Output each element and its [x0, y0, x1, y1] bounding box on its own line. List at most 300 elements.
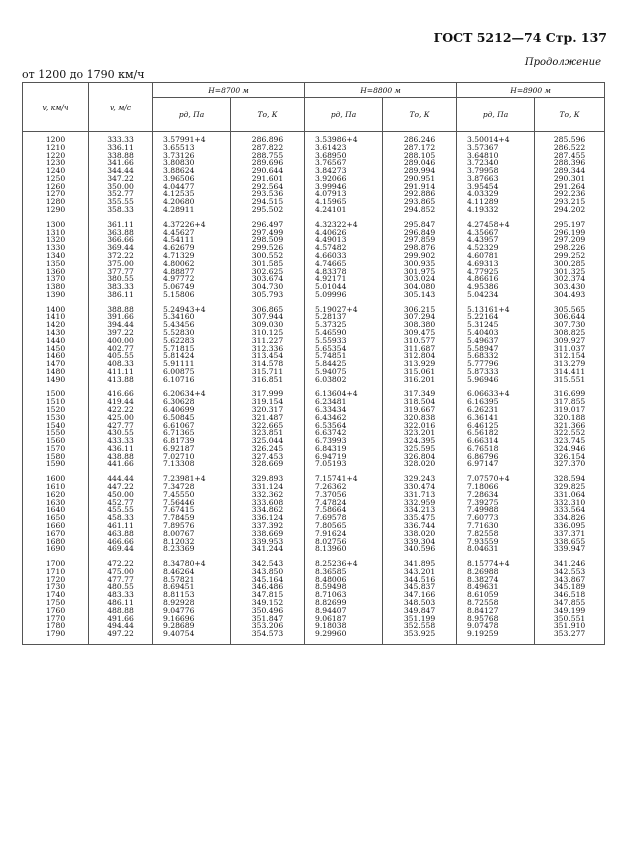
cell-temp-8700: 347.815	[231, 591, 305, 599]
cell-speed-kmh: 1210	[23, 144, 89, 152]
cell-pressure-8800: 4.07913	[305, 190, 383, 198]
cell-pressure-8900: 3.57367	[457, 144, 535, 152]
cell-pressure-8700: 4.97772	[153, 275, 231, 283]
cell-speed-kmh: 1560	[23, 437, 89, 445]
cell-speed-kmh: 1730	[23, 583, 89, 591]
cell-speed-kmh: 1490	[23, 376, 89, 384]
cell-temp-8700: 287.822	[231, 144, 305, 152]
cell-pressure-8800: 6.33434	[305, 406, 383, 414]
cell-speed-kmh: 1420	[23, 321, 89, 329]
cell-temp-8800: 300.935	[383, 260, 457, 268]
cell-temp-8700: 305.793	[231, 291, 305, 299]
cell-pressure-8800: 9.29960	[305, 630, 383, 645]
cell-pressure-8700: 8.34780+4	[153, 560, 231, 568]
cell-temp-8900: 311.037	[535, 345, 605, 353]
cell-pressure-8900: 5.04234	[457, 291, 535, 299]
cell-pressure-8900: 7.93559	[457, 538, 535, 546]
cell-pressure-8800: 4.40626	[305, 229, 383, 237]
cell-speed-kmh: 1320	[23, 236, 89, 244]
cell-pressure-8800: 5.65354	[305, 345, 383, 353]
cell-speed-ms: 405.55	[89, 352, 153, 360]
cell-pressure-8900: 6.66314	[457, 437, 535, 445]
cell-speed-kmh: 1460	[23, 352, 89, 360]
cell-pressure-8700: 8.12032	[153, 538, 231, 546]
cell-speed-ms: 433.33	[89, 437, 153, 445]
cell-speed-ms: 425.00	[89, 414, 153, 422]
cell-temp-8800: 341.895	[383, 560, 457, 568]
cell-speed-kmh: 1480	[23, 368, 89, 376]
cell-temp-8800: 319.667	[383, 406, 457, 414]
col-pressure-8900: pд, Па	[457, 98, 535, 132]
cell-speed-ms: 497.22	[89, 630, 153, 645]
cell-pressure-8900: 8.26988	[457, 568, 535, 576]
cell-temp-8700: 317.999	[231, 390, 305, 398]
cell-temp-8900: 298.226	[535, 244, 605, 252]
cell-pressure-8800: 7.26362	[305, 483, 383, 491]
cell-temp-8800: 353.925	[383, 630, 457, 645]
cell-pressure-8800: 6.53564	[305, 422, 383, 430]
cell-speed-ms: 444.44	[89, 475, 153, 483]
cell-speed-ms: 452.77	[89, 499, 153, 507]
cell-speed-kmh: 1280	[23, 198, 89, 206]
cell-temp-8700: 336.124	[231, 514, 305, 522]
cell-speed-ms: 475.00	[89, 568, 153, 576]
cell-temp-8900: 308.825	[535, 329, 605, 337]
cell-temp-8700: 354.573	[231, 630, 305, 645]
cell-temp-8700: 307.944	[231, 313, 305, 321]
cell-pressure-8900: 6.97147	[457, 460, 535, 468]
cell-pressure-8900: 5.68332	[457, 352, 535, 360]
cell-pressure-8700: 5.06749	[153, 283, 231, 291]
speed-range-label: от 1200 до 1790 км/ч	[22, 68, 145, 81]
table-body	[23, 132, 605, 645]
cell-speed-kmh: 1410	[23, 313, 89, 321]
cell-temp-8900: 301.325	[535, 268, 605, 276]
cell-pressure-8800: 9.18038	[305, 622, 383, 630]
cell-pressure-8800: 3.76567	[305, 159, 383, 167]
cell-temp-8900: 316.699	[535, 390, 605, 398]
cell-speed-kmh: 1270	[23, 190, 89, 198]
cell-temp-8700: 295.502	[231, 206, 305, 214]
cell-speed-ms: 466.66	[89, 538, 153, 546]
cell-pressure-8800: 8.71063	[305, 591, 383, 599]
cell-speed-kmh: 1200	[23, 132, 89, 144]
cell-temp-8900: 285.596	[535, 132, 605, 144]
cell-pressure-8700: 4.80062	[153, 260, 231, 268]
cell-speed-kmh: 1690	[23, 545, 89, 553]
cell-speed-kmh: 1330	[23, 244, 89, 252]
cell-pressure-8700: 5.71815	[153, 345, 231, 353]
cell-speed-kmh: 1250	[23, 175, 89, 183]
cell-temp-8900: 297.209	[535, 236, 605, 244]
cell-temp-8800: 324.395	[383, 437, 457, 445]
cell-speed-ms: 413.88	[89, 376, 153, 384]
cell-speed-ms: 375.00	[89, 260, 153, 268]
cell-pressure-8900: 3.50014+4	[457, 132, 535, 144]
cell-temp-8900: 333.564	[535, 506, 605, 514]
cell-pressure-8900: 4.27458+4	[457, 221, 535, 229]
cell-temp-8900: 288.396	[535, 159, 605, 167]
cell-speed-ms: 355.55	[89, 198, 153, 206]
cell-pressure-8700: 9.40754	[153, 630, 231, 645]
cell-pressure-8800: 5.74851	[305, 352, 383, 360]
cell-speed-kmh: 1370	[23, 275, 89, 283]
cell-speed-ms: 422.22	[89, 406, 153, 414]
cell-temp-8900: 290.301	[535, 175, 605, 183]
cell-pressure-8800: 5.55933	[305, 337, 383, 345]
atmosphere-table	[22, 82, 605, 645]
cell-temp-8900: 312.154	[535, 352, 605, 360]
cell-temp-8900: 342.553	[535, 568, 605, 576]
cell-temp-8700: 332.362	[231, 491, 305, 499]
cell-pressure-8800: 7.15741+4	[305, 475, 383, 483]
cell-speed-ms: 477.77	[89, 576, 153, 584]
cell-speed-kmh: 1710	[23, 568, 89, 576]
cell-speed-ms: 361.11	[89, 221, 153, 229]
cell-temp-8700: 302.625	[231, 268, 305, 276]
cell-pressure-8700: 3.96506	[153, 175, 231, 183]
cell-pressure-8900: 3.95454	[457, 183, 535, 191]
cell-pressure-8900: 5.40403	[457, 329, 535, 337]
cell-pressure-8700: 3.80830	[153, 159, 231, 167]
col-temp-8700: Tо, К	[231, 98, 305, 132]
cell-temp-8800: 289.046	[383, 159, 457, 167]
table-row	[23, 545, 605, 553]
cell-temp-8800: 323.201	[383, 429, 457, 437]
cell-temp-8900: 291.264	[535, 183, 605, 191]
cell-temp-8800: 298.876	[383, 244, 457, 252]
cell-temp-8900: 292.236	[535, 190, 605, 198]
cell-temp-8700: 322.665	[231, 422, 305, 430]
cell-speed-kmh: 1620	[23, 491, 89, 499]
cell-speed-kmh: 1660	[23, 522, 89, 530]
cell-pressure-8800: 7.37056	[305, 491, 383, 499]
cell-speed-kmh: 1680	[23, 538, 89, 546]
cell-pressure-8700: 6.61067	[153, 422, 231, 430]
cell-speed-ms: 461.11	[89, 522, 153, 530]
cell-pressure-8900: 3.79958	[457, 167, 535, 175]
cell-temp-8800: 340.596	[383, 545, 457, 553]
cell-pressure-8700: 9.28689	[153, 622, 231, 630]
cell-temp-8700: 297.499	[231, 229, 305, 237]
cell-speed-ms: 455.55	[89, 506, 153, 514]
cell-temp-8700: 292.564	[231, 183, 305, 191]
cell-pressure-8900: 5.58947	[457, 345, 535, 353]
cell-temp-8900: 329.825	[535, 483, 605, 491]
cell-speed-ms: 491.66	[89, 615, 153, 623]
cell-pressure-8900: 6.46125	[457, 422, 535, 430]
cell-temp-8800: 318.504	[383, 398, 457, 406]
cell-temp-8700: 290.644	[231, 167, 305, 175]
cell-pressure-8800: 8.36585	[305, 568, 383, 576]
cell-temp-8900: 303.430	[535, 283, 605, 291]
cell-speed-kmh: 1430	[23, 329, 89, 337]
cell-speed-kmh: 1400	[23, 306, 89, 314]
cell-pressure-8700: 8.00767	[153, 530, 231, 538]
cell-temp-8900: 339.947	[535, 545, 605, 553]
cell-temp-8900: 313.279	[535, 360, 605, 368]
cell-pressure-8800: 4.57482	[305, 244, 383, 252]
cell-speed-ms: 458.33	[89, 514, 153, 522]
cell-temp-8700: 320.317	[231, 406, 305, 414]
cell-speed-kmh: 1380	[23, 283, 89, 291]
cell-temp-8900: 293.215	[535, 198, 605, 206]
col-pressure-8700: pд, Па	[153, 98, 231, 132]
cell-temp-8900: 320.188	[535, 414, 605, 422]
cell-temp-8700: 291.601	[231, 175, 305, 183]
cell-speed-kmh: 1750	[23, 599, 89, 607]
cell-temp-8900: 337.371	[535, 530, 605, 538]
cell-temp-8700: 316.851	[231, 376, 305, 384]
cell-speed-kmh: 1740	[23, 591, 89, 599]
cell-pressure-8900: 6.36141	[457, 414, 535, 422]
cell-temp-8800: 345.837	[383, 583, 457, 591]
cell-pressure-8700: 5.81424	[153, 352, 231, 360]
cell-pressure-8800: 6.84319	[305, 445, 383, 453]
cell-speed-ms: 347.22	[89, 175, 153, 183]
cell-temp-8800: 329.243	[383, 475, 457, 483]
cell-speed-ms: 441.66	[89, 460, 153, 468]
cell-temp-8700: 299.526	[231, 244, 305, 252]
cell-temp-8700: 309.030	[231, 321, 305, 329]
cell-pressure-8800: 7.58664	[305, 506, 383, 514]
cell-temp-8700: 301.585	[231, 260, 305, 268]
cell-speed-ms: 391.66	[89, 313, 153, 321]
cell-pressure-8800: 8.82699	[305, 599, 383, 607]
cell-pressure-8900: 7.07570+4	[457, 475, 535, 483]
cell-pressure-8800: 7.80565	[305, 522, 383, 530]
cell-pressure-8800: 3.84273	[305, 167, 383, 175]
cell-pressure-8800: 6.73993	[305, 437, 383, 445]
cell-temp-8800: 291.914	[383, 183, 457, 191]
cell-temp-8700: 346.486	[231, 583, 305, 591]
cell-speed-kmh: 1240	[23, 167, 89, 175]
cell-speed-ms: 450.00	[89, 491, 153, 499]
cell-temp-8900: 345.189	[535, 583, 605, 591]
cell-speed-kmh: 1630	[23, 499, 89, 507]
cell-pressure-8700: 7.89576	[153, 522, 231, 530]
cell-speed-kmh: 1470	[23, 360, 89, 368]
col-speed-kmh: v, км/ч	[23, 83, 89, 132]
cell-pressure-8800: 9.06187	[305, 615, 383, 623]
cell-pressure-8900: 4.95386	[457, 283, 535, 291]
cell-pressure-8900: 6.06633+4	[457, 390, 535, 398]
cell-speed-ms: 386.11	[89, 291, 153, 299]
cell-temp-8900: 323.745	[535, 437, 605, 445]
cell-temp-8800: 301.975	[383, 268, 457, 276]
cell-temp-8800: 336.744	[383, 522, 457, 530]
cell-speed-ms: 394.44	[89, 321, 153, 329]
cell-speed-kmh: 1500	[23, 390, 89, 398]
cell-temp-8800: 315.061	[383, 368, 457, 376]
cell-pressure-8700: 7.34728	[153, 483, 231, 491]
cell-temp-8800: 304.080	[383, 283, 457, 291]
cell-pressure-8900: 7.71630	[457, 522, 535, 530]
cell-temp-8900: 295.197	[535, 221, 605, 229]
cell-speed-ms: 416.66	[89, 390, 153, 398]
cell-temp-8700: 333.608	[231, 499, 305, 507]
col-group-8800: H=8800 м	[305, 83, 457, 98]
cell-pressure-8700: 5.15806	[153, 291, 231, 299]
cell-temp-8700: 314.578	[231, 360, 305, 368]
cell-pressure-8800: 6.63742	[305, 429, 383, 437]
cell-pressure-8800: 5.28137	[305, 313, 383, 321]
cell-speed-kmh: 1310	[23, 229, 89, 237]
cell-temp-8700: 303.674	[231, 275, 305, 283]
cell-speed-kmh: 1340	[23, 252, 89, 260]
cell-speed-ms: 397.22	[89, 329, 153, 337]
cell-speed-ms: 366.66	[89, 236, 153, 244]
cell-speed-kmh: 1770	[23, 615, 89, 623]
cell-pressure-8700: 4.45627	[153, 229, 231, 237]
cell-pressure-8900: 3.72340	[457, 159, 535, 167]
cell-temp-8900: 322.552	[535, 429, 605, 437]
cell-temp-8800: 305.143	[383, 291, 457, 299]
cell-pressure-8800: 3.68950	[305, 152, 383, 160]
cell-pressure-8800: 3.99946	[305, 183, 383, 191]
cell-temp-8900: 319.017	[535, 406, 605, 414]
cell-speed-kmh: 1220	[23, 152, 89, 160]
cell-pressure-8700: 7.78459	[153, 514, 231, 522]
table-row	[23, 460, 605, 468]
cell-temp-8700: 286.896	[231, 132, 305, 144]
cell-pressure-8700: 8.92928	[153, 599, 231, 607]
cell-pressure-8900: 5.87333	[457, 368, 535, 376]
cell-pressure-8900: 8.38274	[457, 576, 535, 584]
cell-temp-8800: 349.847	[383, 607, 457, 615]
cell-temp-8700: 323.851	[231, 429, 305, 437]
cell-speed-kmh: 1780	[23, 622, 89, 630]
cell-temp-8900: 314.411	[535, 368, 605, 376]
cell-temp-8800: 334.213	[383, 506, 457, 514]
cell-speed-kmh: 1360	[23, 268, 89, 276]
cell-pressure-8900: 6.86796	[457, 453, 535, 461]
cell-temp-8800: 303.024	[383, 275, 457, 283]
cell-temp-8700: 329.893	[231, 475, 305, 483]
cell-speed-kmh: 1720	[23, 576, 89, 584]
cell-speed-ms: 372.22	[89, 252, 153, 260]
cell-speed-ms: 463.88	[89, 530, 153, 538]
cell-speed-ms: 469.44	[89, 545, 153, 553]
cell-temp-8700: 293.536	[231, 190, 305, 198]
cell-pressure-8800: 5.84425	[305, 360, 383, 368]
cell-pressure-8700: 3.57991+4	[153, 132, 231, 144]
cell-pressure-8900: 8.15774+4	[457, 560, 535, 568]
cell-pressure-8800: 6.03802	[305, 376, 383, 384]
cell-pressure-8700: 7.45550	[153, 491, 231, 499]
cell-pressure-8900: 5.77796	[457, 360, 535, 368]
cell-pressure-8800: 4.49013	[305, 236, 383, 244]
cell-temp-8700: 306.865	[231, 306, 305, 314]
cell-pressure-8900: 8.95768	[457, 615, 535, 623]
cell-speed-kmh: 1350	[23, 260, 89, 268]
cell-pressure-8700: 9.04776	[153, 607, 231, 615]
cell-temp-8900: 334.826	[535, 514, 605, 522]
cell-temp-8800: 308.380	[383, 321, 457, 329]
cell-temp-8800: 328.020	[383, 460, 457, 468]
cell-pressure-8900: 5.31245	[457, 321, 535, 329]
col-group-8900: H=8900 м	[457, 83, 605, 98]
cell-pressure-8700: 7.23981+4	[153, 475, 231, 483]
cell-temp-8800: 326.804	[383, 453, 457, 461]
cell-speed-ms: 411.11	[89, 368, 153, 376]
cell-pressure-8800: 4.92171	[305, 275, 383, 283]
cell-temp-8800: 293.865	[383, 198, 457, 206]
cell-speed-kmh: 1530	[23, 414, 89, 422]
cell-temp-8900: 309.927	[535, 337, 605, 345]
cell-temp-8800: 310.577	[383, 337, 457, 345]
cell-temp-8900: 332.310	[535, 499, 605, 507]
cell-pressure-8900: 8.61059	[457, 591, 535, 599]
cell-temp-8800: 322.016	[383, 422, 457, 430]
cell-speed-ms: 369.44	[89, 244, 153, 252]
table-row	[23, 376, 605, 384]
cell-speed-ms: 480.55	[89, 583, 153, 591]
cell-temp-8900: 302.374	[535, 275, 605, 283]
cell-temp-8900: 315.551	[535, 376, 605, 384]
cell-temp-8800: 348.503	[383, 599, 457, 607]
cell-speed-ms: 486.11	[89, 599, 153, 607]
cell-temp-8900: 300.285	[535, 260, 605, 268]
cell-pressure-8900: 4.11289	[457, 198, 535, 206]
cell-speed-kmh: 1450	[23, 345, 89, 353]
cell-speed-kmh: 1610	[23, 483, 89, 491]
cell-temp-8800: 344.516	[383, 576, 457, 584]
cell-speed-ms: 436.11	[89, 445, 153, 453]
cell-temp-8700: 288.755	[231, 152, 305, 160]
cell-temp-8800: 294.852	[383, 206, 457, 214]
cell-speed-kmh: 1510	[23, 398, 89, 406]
cell-pressure-8800: 6.23481	[305, 398, 383, 406]
cell-speed-ms: 341.66	[89, 159, 153, 167]
cell-pressure-8700: 7.56446	[153, 499, 231, 507]
cell-temp-8800: 351.199	[383, 615, 457, 623]
cell-pressure-8700: 6.81739	[153, 437, 231, 445]
cell-pressure-8700: 6.00875	[153, 368, 231, 376]
table-row	[23, 291, 605, 299]
cell-pressure-8900: 6.26231	[457, 406, 535, 414]
cell-pressure-8800: 8.02756	[305, 538, 383, 546]
cell-temp-8900: 304.493	[535, 291, 605, 299]
cell-temp-8900: 338.655	[535, 538, 605, 546]
cell-temp-8700: 311.227	[231, 337, 305, 345]
cell-pressure-8700: 8.57821	[153, 576, 231, 584]
cell-pressure-8700: 7.13308	[153, 460, 231, 468]
cell-pressure-8700: 5.43456	[153, 321, 231, 329]
cell-pressure-8800: 7.47824	[305, 499, 383, 507]
cell-pressure-8700: 8.23369	[153, 545, 231, 553]
cell-temp-8800: 335.475	[383, 514, 457, 522]
cell-temp-8700: 298.509	[231, 236, 305, 244]
cell-speed-kmh: 1700	[23, 560, 89, 568]
cell-temp-8700: 341.244	[231, 545, 305, 553]
cell-temp-8800: 290.951	[383, 175, 457, 183]
cell-temp-8700: 294.515	[231, 198, 305, 206]
cell-temp-8700: 334.862	[231, 506, 305, 514]
cell-pressure-8700: 4.54111	[153, 236, 231, 244]
cell-speed-kmh: 1550	[23, 429, 89, 437]
cell-speed-ms: 338.88	[89, 152, 153, 160]
cell-pressure-8800: 3.92066	[305, 175, 383, 183]
page-header: ГОСТ 5212—74 Стр. 137	[433, 30, 607, 45]
cell-pressure-8700: 4.62679	[153, 244, 231, 252]
cell-temp-8800: 288.105	[383, 152, 457, 160]
cell-pressure-8900: 7.82558	[457, 530, 535, 538]
cell-temp-8800: 297.859	[383, 236, 457, 244]
cell-speed-kmh: 1520	[23, 406, 89, 414]
cell-pressure-8900: 4.77925	[457, 268, 535, 276]
cell-pressure-8800: 4.15965	[305, 198, 383, 206]
